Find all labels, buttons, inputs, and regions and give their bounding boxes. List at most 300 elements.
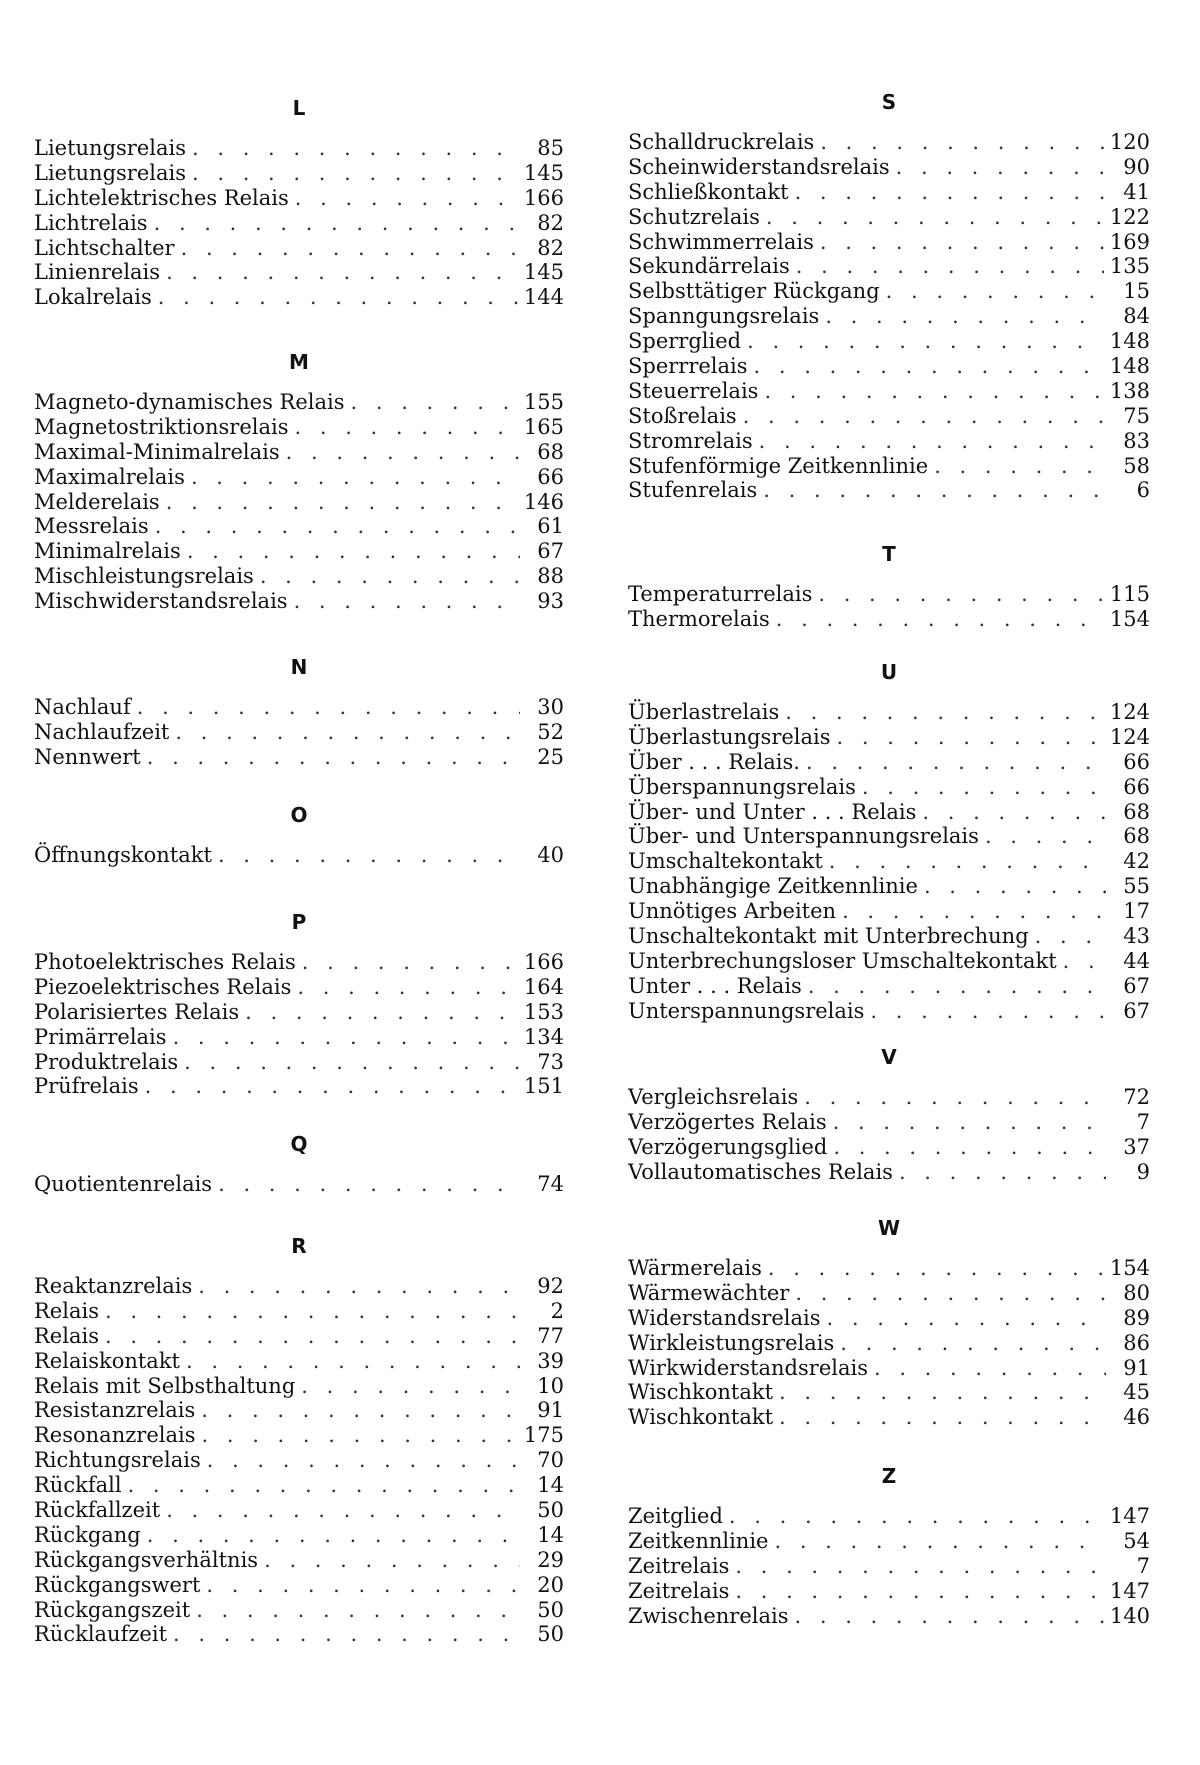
entry-list [628,700,1150,1024]
index-entry [628,354,1150,379]
entry-page-number: 90 [1112,155,1150,180]
dot-leader [924,874,1106,899]
entry-term: Reaktanzrelais [34,1274,192,1299]
dot-leader [295,415,518,440]
index-entry [34,1000,564,1025]
entry-term: Rückfallzeit [34,1498,160,1523]
entry-term: Über- und Unterspannungsrelais [628,824,979,849]
index-entry [34,1398,564,1423]
entry-page-number: 166 [524,186,564,211]
entry-term: Über- und Unter . . . Relais [628,800,916,825]
index-entry [628,1604,1150,1629]
dot-leader [264,1548,520,1573]
dot-leader [795,180,1106,205]
entry-term: Relaiskontakt [34,1349,180,1374]
entry-term: Verzögerungsglied [628,1135,827,1160]
section-letter: Q [34,1124,564,1164]
dot-leader [886,279,1106,304]
section-letter: T [628,534,1150,574]
entry-term: Melderelais [34,490,160,515]
entry-term: Magnetostriktionsrelais [34,415,289,440]
entry-term: Sperrrelais [628,354,748,379]
entry-term: Stromrelais [628,429,753,454]
entry-term: Rückfall [34,1473,122,1498]
entry-term: Unnötiges Arbeiten [628,899,836,924]
index-entry [628,1281,1150,1306]
entry-list [34,1274,564,1647]
dot-leader [922,800,1106,825]
dot-leader [820,230,1104,255]
entry-page-number: 70 [526,1448,564,1473]
index-entry [628,1331,1150,1356]
section-letter: P [34,902,564,942]
entry-list [34,1172,564,1197]
entry-page-number: 67 [526,539,564,564]
entry-term: Richtungsrelais [34,1448,201,1473]
entry-list [628,582,1150,632]
entry-term: Zeitglied [628,1504,723,1529]
entry-term: Öffnungskontakt [34,843,212,868]
entry-term: Unter . . . Relais [628,974,802,999]
entry-term: Stufenförmige Zeitkennlinie [628,454,928,479]
section-letter: V [628,1037,1150,1077]
index-entry [34,950,564,975]
dot-leader [818,582,1104,607]
entry-page-number: 37 [1112,1135,1150,1160]
entry-page-number: 58 [1112,454,1150,479]
dot-leader [201,1398,520,1423]
entry-page-number: 20 [526,1573,564,1598]
index-entry [34,236,564,261]
index-section-V [628,1037,1150,1185]
index-entry [628,454,1150,479]
entry-page-number: 61 [526,514,564,539]
index-entry [34,539,564,564]
entry-term: Linienrelais [34,260,160,285]
index-entry [34,1349,564,1374]
entry-list [34,950,564,1099]
entry-term: Widerstandsrelais [628,1306,821,1331]
index-entry [628,974,1150,999]
index-entry [34,1050,564,1075]
index-entry [628,999,1150,1024]
entry-page-number: 120 [1110,130,1150,155]
entry-term: Lietungsrelais [34,161,186,186]
index-section-W [628,1208,1150,1430]
entry-page-number: 41 [1112,180,1150,205]
entry-term: Unschaltekontakt mit Unterbrechung [628,924,1029,949]
entry-term: Überlastungsrelais [628,725,831,750]
entry-list [34,390,564,614]
entry-term: Lichtelektrisches Relais [34,186,289,211]
entry-term: Wirkwiderstandsrelais [628,1356,868,1381]
dot-leader [181,236,520,261]
entry-page-number: 82 [526,236,564,261]
dot-leader [776,607,1104,632]
dot-leader [202,1423,518,1448]
entry-page-number: 148 [1110,354,1150,379]
entry-term: Überlastrelais [628,700,779,725]
entry-term: Maximalrelais [34,465,185,490]
section-letter: M [34,342,564,382]
dot-leader [191,465,520,490]
index-entry [628,607,1150,632]
dot-leader [806,750,1106,775]
entry-page-number: 92 [526,1274,564,1299]
index-entry [628,279,1150,304]
dot-leader [796,254,1104,279]
entry-page-number: 46 [1112,1405,1150,1430]
dot-leader [735,1579,1104,1604]
entry-term: Quotientenrelais [34,1172,212,1197]
entry-page-number: 147 [1110,1504,1150,1529]
dot-leader [874,1356,1106,1381]
entry-page-number: 124 [1110,700,1150,725]
entry-term: Mischleistungsrelais [34,564,254,589]
entry-page-number: 50 [526,1598,564,1623]
index-entry [628,800,1150,825]
entry-term: Rückgangswert [34,1573,200,1598]
index-entry [34,260,564,285]
section-letter: N [34,647,564,687]
dot-leader [1035,924,1106,949]
entry-term: Produktrelais [34,1050,178,1075]
entry-term: Rückgangszeit [34,1598,190,1623]
dot-leader [1063,949,1106,974]
entry-page-number: 151 [524,1074,564,1099]
index-entry [34,745,564,770]
entry-term: Lietungsrelais [34,136,186,161]
index-entry [34,490,564,515]
dot-leader [862,775,1106,800]
dot-leader [173,1622,520,1647]
entry-page-number: 50 [526,1498,564,1523]
entry-list [34,695,564,770]
entry-term: Rückgang [34,1523,141,1548]
entry-page-number: 39 [526,1349,564,1374]
dot-leader [207,1448,520,1473]
index-section-R [34,1226,564,1647]
index-entry [628,254,1150,279]
dot-leader [245,1000,518,1025]
index-entry [628,1085,1150,1110]
entry-term: Maximal-Minimalrelais [34,440,280,465]
index-entry [34,1172,564,1197]
entry-term: Zeitkennlinie [628,1529,768,1554]
dot-leader [166,1498,520,1523]
index-entry [34,1299,564,1324]
entry-page-number: 122 [1110,205,1150,230]
entry-term: Wärmerelais [628,1256,762,1281]
entry-term: Wirkleistungsrelais [628,1331,834,1356]
entry-term: Lokalrelais [34,285,152,310]
entry-page-number: 140 [1110,1604,1150,1629]
index-entry [34,136,564,161]
entry-page-number: 14 [526,1523,564,1548]
entry-page-number: 175 [524,1423,564,1448]
dot-leader [896,155,1106,180]
index-entry [34,589,564,614]
index-entry [34,390,564,415]
dot-leader [985,824,1106,849]
index-entry [34,1622,564,1647]
section-letter: W [628,1208,1150,1248]
entry-term: Piezoelektrisches Relais [34,975,291,1000]
entry-page-number: 138 [1110,379,1150,404]
index-entry [34,695,564,720]
index-entry [628,1110,1150,1135]
index-entry [34,440,564,465]
entry-term: Über . . . Relais. [628,750,800,775]
entry-page-number: 68 [1112,824,1150,849]
dot-leader [833,1135,1106,1160]
index-entry [628,899,1150,924]
index-entry [628,329,1150,354]
index-entry [34,1025,564,1050]
dot-leader [192,161,518,186]
index-entry [34,1598,564,1623]
entry-page-number: 52 [526,720,564,745]
entry-page-number: 85 [526,136,564,161]
index-entry [34,514,564,539]
index-entry [628,404,1150,429]
index-entry [34,1448,564,1473]
entry-page-number: 68 [526,440,564,465]
index-entry [628,775,1150,800]
index-entry [628,1529,1150,1554]
entry-term: Verzögertes Relais [628,1110,827,1135]
index-entry [628,1160,1150,1185]
section-letter: Z [628,1456,1150,1496]
index-entry [34,1498,564,1523]
entry-list [34,136,564,310]
entry-term: Magneto-dynamisches Relais [34,390,345,415]
entry-term: Relais [34,1324,99,1349]
dot-leader [795,1604,1104,1629]
dot-leader [351,390,518,415]
dot-leader [295,186,518,211]
dot-leader [820,130,1104,155]
entry-page-number: 55 [1112,874,1150,899]
entry-term: Selbsttätiger Rückgang [628,279,880,304]
entry-list [34,843,564,868]
index-section-N [34,647,564,770]
dot-leader [766,205,1104,230]
index-entry [628,1135,1150,1160]
dot-leader [147,1523,520,1548]
entry-page-number: 44 [1112,949,1150,974]
index-entry [34,1523,564,1548]
entry-page-number: 93 [526,589,564,614]
entry-page-number: 66 [1112,775,1150,800]
index-entry [34,564,564,589]
dot-leader [899,1160,1106,1185]
entry-term: Stufenrelais [628,478,757,503]
entry-page-number: 30 [526,695,564,720]
entry-term: Rücklaufzeit [34,1622,167,1647]
dot-leader [743,404,1106,429]
index-entry [628,304,1150,329]
dot-leader [187,539,520,564]
entry-page-number: 6 [1112,478,1150,503]
entry-page-number: 40 [526,843,564,868]
entry-term: Vollautomatisches Relais [628,1160,893,1185]
entry-term: Temperaturrelais [628,582,812,607]
entry-term: Wischkontakt [628,1405,773,1430]
index-section-L [34,88,564,310]
index-entry [628,849,1150,874]
dot-leader [795,1281,1106,1306]
index-entry [628,130,1150,155]
dot-leader [779,1405,1106,1430]
index-entry [628,924,1150,949]
dot-leader [829,849,1106,874]
index-entry [34,285,564,310]
index-entry [628,874,1150,899]
entry-page-number: 82 [526,211,564,236]
entry-term: Steuerrelais [628,379,758,404]
dot-leader [137,695,520,720]
index-entry [628,1306,1150,1331]
entry-page-number: 124 [1110,725,1150,750]
index-entry [34,415,564,440]
index-entry [34,1573,564,1598]
entry-page-number: 17 [1112,899,1150,924]
index-entry [34,161,564,186]
entry-term: Thermorelais [628,607,770,632]
dot-leader [218,1172,520,1197]
index-entry [628,1405,1150,1430]
dot-leader [260,564,520,589]
index-entry [628,379,1150,404]
dot-leader [759,429,1106,454]
entry-page-number: 15 [1112,279,1150,304]
index-section-Q [34,1124,564,1197]
entry-term: Schwimmerrelais [628,230,814,255]
dot-leader [206,1573,520,1598]
index-entry [628,1356,1150,1381]
entry-page-number: 135 [1110,254,1150,279]
entry-term: Unterbrechungsloser Umschaltekontakt [628,949,1057,974]
entry-page-number: 43 [1112,924,1150,949]
entry-page-number: 83 [1112,429,1150,454]
index-entry [628,230,1150,255]
entry-term: Zeitrelais [628,1554,729,1579]
entry-page-number: 169 [1110,230,1150,255]
index-entry [628,824,1150,849]
entry-term: Stoßrelais [628,404,737,429]
dot-leader [804,1085,1106,1110]
entry-term: Vergleichsrelais [628,1085,798,1110]
entry-page-number: 86 [1112,1331,1150,1356]
entry-page-number: 75 [1112,404,1150,429]
entry-term: Prüfrelais [34,1074,139,1099]
dot-leader [840,1331,1106,1356]
entry-page-number: 74 [526,1172,564,1197]
index-entry [628,155,1150,180]
index-section-P [34,902,564,1099]
dot-leader [735,1554,1106,1579]
dot-leader [764,379,1103,404]
entry-page-number: 45 [1112,1380,1150,1405]
entry-page-number: 134 [524,1025,564,1050]
entry-term: Nachlaufzeit [34,720,169,745]
index-entry [34,720,564,745]
section-letter: O [34,795,564,835]
index-entry [628,750,1150,775]
entry-term: Minimalrelais [34,539,181,564]
entry-page-number: 165 [524,415,564,440]
dot-leader [301,1374,520,1399]
dot-leader [842,899,1106,924]
index-section-O [34,795,564,868]
entry-term: Zeitrelais [628,1579,729,1604]
entry-term: Sekundärrelais [628,254,790,279]
index-section-M [34,342,564,614]
dot-leader [774,1529,1106,1554]
dot-leader [147,745,520,770]
entry-term: Spanngungsrelais [628,304,819,329]
index-entry [628,582,1150,607]
entry-term: Wischkontakt [628,1380,773,1405]
index-entry [628,949,1150,974]
index-entry [34,465,564,490]
dot-leader [747,329,1104,354]
entry-page-number: 7 [1112,1554,1150,1579]
index-entry [34,186,564,211]
entry-page-number: 73 [526,1050,564,1075]
dot-leader [870,999,1106,1024]
entry-list [628,130,1150,503]
dot-leader [186,1349,520,1374]
dot-leader [192,136,520,161]
index-entry [34,1074,564,1099]
index-entry [34,1274,564,1299]
entry-page-number: 14 [526,1473,564,1498]
entry-page-number: 72 [1112,1085,1150,1110]
entry-page-number: 25 [526,745,564,770]
dot-leader [184,1050,520,1075]
dot-leader [768,1256,1104,1281]
entry-term: Schalldruckrelais [628,130,814,155]
index-entry [628,205,1150,230]
entry-term: Rückgangsverhältnis [34,1548,258,1573]
entry-term: Wärmewächter [628,1281,789,1306]
index-entry [628,1554,1150,1579]
index-entry [34,975,564,1000]
entry-term: Schließkontakt [628,180,789,205]
entry-term: Unabhängige Zeitkennlinie [628,874,918,899]
entry-page-number: 147 [1110,1579,1150,1604]
entry-term: Mischwiderstandsrelais [34,589,288,614]
dot-leader [754,354,1104,379]
entry-term: Messrelais [34,514,149,539]
entry-page-number: 155 [524,390,564,415]
entry-list [628,1504,1150,1628]
index-entry [628,1504,1150,1529]
entry-page-number: 145 [524,260,564,285]
dot-leader [833,1110,1106,1135]
index-section-T [628,534,1150,632]
dot-leader [785,700,1104,725]
entry-page-number: 66 [526,465,564,490]
dot-leader [154,211,520,236]
entry-term: Nachlauf [34,695,131,720]
index-section-U [628,652,1150,1024]
dot-leader [175,720,520,745]
entry-page-number: 84 [1112,304,1150,329]
entry-page-number: 54 [1112,1529,1150,1554]
